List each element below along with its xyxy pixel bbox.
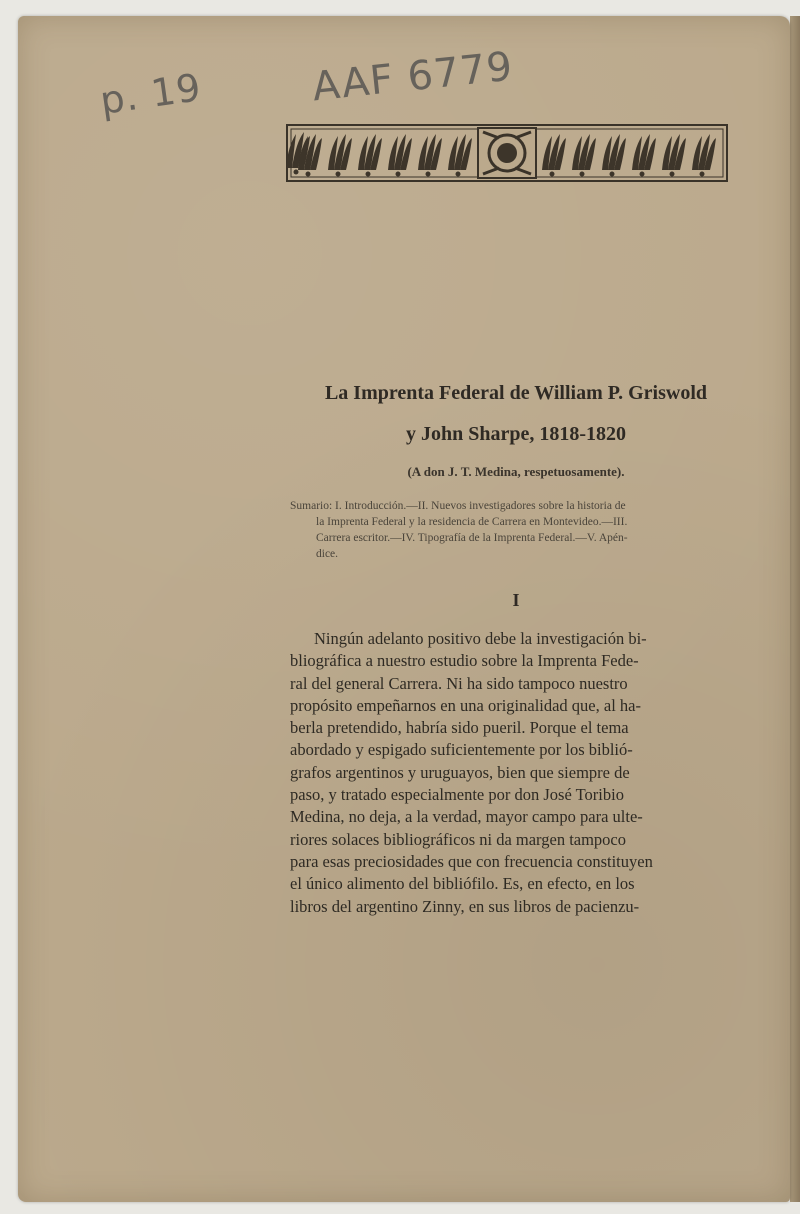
handwritten-page-annotation: p. 19 [97, 65, 205, 123]
body-line: ral del general Carrera. Ni ha sido tampoco nuestro [290, 673, 628, 693]
body-line: Medina, no deja, a la verdad, mayor campo para ulte- [290, 807, 643, 827]
body-line: el único alimento del bibliófilo. Es, en efecto, en los [290, 874, 635, 894]
summary-block [290, 498, 736, 562]
summary-line: dice. [316, 548, 339, 560]
body-line: abordado y espigado suficientemente por los biblió- [290, 740, 633, 760]
body-line: riores solaces bibliográficos ni da margen tampoco [290, 829, 627, 849]
body-line: propósito empeñarnos en una originalidad que, al ha- [290, 695, 641, 715]
article-title-line-2: y John Sharpe, 1818-1820 [405, 423, 627, 445]
section-numeral: I [512, 590, 520, 610]
body-line: berla pretendido, habría sido pueril. Porque el tema [290, 718, 629, 738]
body-line: libros del argentino Zinny, en sus libros de pacienzu- [290, 896, 640, 916]
decorative-header-ornament [286, 124, 728, 182]
page-edge-shadow [790, 16, 800, 1202]
body-line: Ningún adelanto positivo debe la investigación bi- [314, 629, 647, 648]
summary-line: Carrera escritor.—IV. Tipografía de la Imprenta Federal.—V. Apén- [316, 532, 628, 544]
summary-line: la Imprenta Federal y la residencia de Carrera en Montevideo.—III. [316, 516, 628, 528]
summary-line: Sumario: I. Introducción.—II. Nuevos investigadores sobre la historia de [290, 500, 626, 512]
article-title-line-1: La Imprenta Federal de William P. Griswold [324, 382, 708, 404]
body-line: para esas preciosidades que con frecuencia constituyen [290, 851, 653, 871]
body-line: paso, y tratado especialmente por don José Toribio [290, 785, 624, 805]
body-line: bliográfica a nuestro estudio sobre la Imprenta Fede- [290, 651, 639, 671]
body-text [290, 628, 736, 918]
handwritten-catalog-annotation: AAF 6779 [310, 43, 516, 111]
dedication: (A don J. T. Medina, respetuosamente). [407, 464, 625, 479]
body-line: grafos argentinos y uruguayos, bien que siempre de [290, 762, 630, 782]
